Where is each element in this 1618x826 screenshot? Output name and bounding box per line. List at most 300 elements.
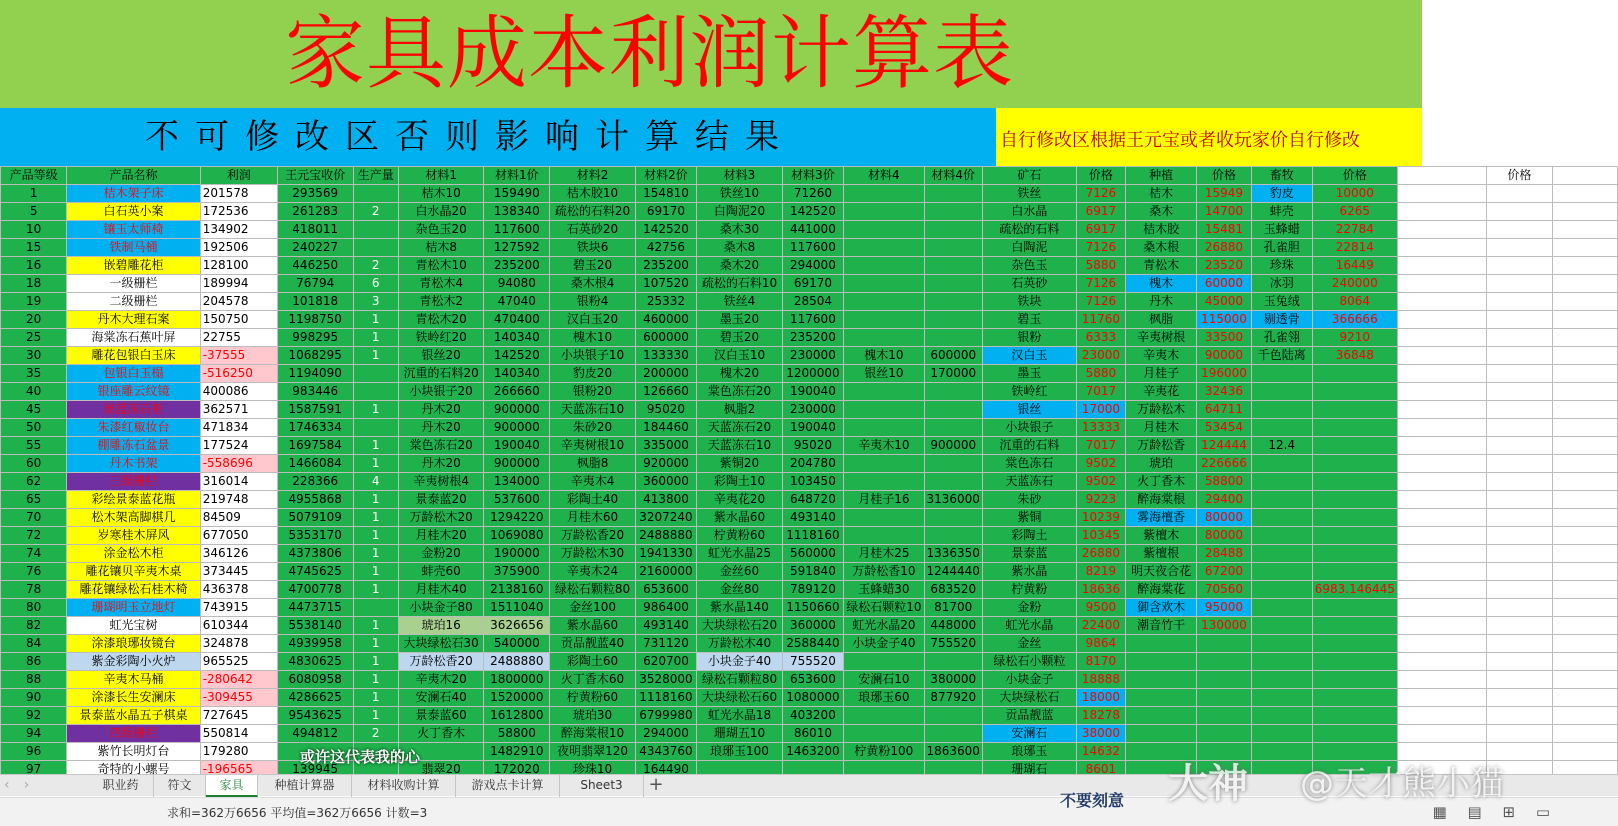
table-cell[interactable]: 珊瑚五10 <box>697 725 782 743</box>
table-cell[interactable]: 94080 <box>484 275 550 293</box>
table-cell[interactable]: 76794 <box>277 275 353 293</box>
table-cell[interactable]: 景泰蓝20 <box>398 491 483 509</box>
table-cell[interactable] <box>1487 455 1552 473</box>
table-cell[interactable]: 900000 <box>484 419 550 437</box>
table-cell[interactable]: 大块绿松石30 <box>398 635 483 653</box>
table-cell[interactable] <box>1487 221 1552 239</box>
table-cell[interactable]: 1482910 <box>484 743 550 761</box>
table-cell[interactable]: 嵌蓝冻石柜 <box>67 401 200 419</box>
table-cell[interactable] <box>1312 725 1397 743</box>
table-cell[interactable] <box>1251 527 1312 545</box>
table-cell[interactable] <box>1552 761 1617 775</box>
table-cell[interactable] <box>844 419 924 437</box>
table-cell[interactable]: 94 <box>1 725 67 743</box>
table-cell[interactable]: 紫铜 <box>982 509 1076 527</box>
table-cell[interactable] <box>1552 527 1617 545</box>
table-cell[interactable]: 58800 <box>484 725 550 743</box>
table-cell[interactable]: 50 <box>1 419 67 437</box>
table-cell[interactable]: 436378 <box>200 581 277 599</box>
table-cell[interactable]: 白陶泥20 <box>697 203 782 221</box>
table-cell[interactable]: 铁丝 <box>982 185 1076 203</box>
table-cell[interactable]: 1 <box>353 311 398 329</box>
table-cell[interactable]: 朱砂 <box>982 491 1076 509</box>
table-cell[interactable]: 1118160 <box>782 527 844 545</box>
table-cell[interactable] <box>1552 347 1617 365</box>
table-cell[interactable] <box>924 473 982 491</box>
table-cell[interactable] <box>1397 689 1486 707</box>
table-cell[interactable]: 虹光水晶25 <box>697 545 782 563</box>
table-cell[interactable]: 124444 <box>1197 437 1252 455</box>
table-cell[interactable]: 9223 <box>1076 491 1125 509</box>
table-cell[interactable]: 天蓝冻石 <box>982 473 1076 491</box>
table-cell[interactable]: 493140 <box>635 617 697 635</box>
table-cell[interactable]: 373445 <box>200 563 277 581</box>
table-cell[interactable]: 5538140 <box>277 617 353 635</box>
table-cell[interactable]: 桑木根4 <box>550 275 635 293</box>
table-cell[interactable]: 12.4 <box>1251 437 1312 455</box>
table-cell[interactable] <box>697 761 782 775</box>
table-cell[interactable] <box>1487 599 1552 617</box>
table-cell[interactable]: 1080000 <box>782 689 844 707</box>
table-cell[interactable] <box>1397 275 1486 293</box>
table-cell[interactable]: 10000 <box>1312 185 1397 203</box>
table-cell[interactable]: 辛夷木 <box>1126 347 1197 365</box>
table-cell[interactable] <box>1487 725 1552 743</box>
table-cell[interactable] <box>924 239 982 257</box>
table-cell[interactable]: 10 <box>1 221 67 239</box>
table-cell[interactable]: 90000 <box>1197 347 1252 365</box>
table-cell[interactable]: 97 <box>1 761 67 775</box>
table-cell[interactable]: 2488880 <box>635 527 697 545</box>
table-cell[interactable] <box>1312 545 1397 563</box>
table-cell[interactable]: 335000 <box>635 437 697 455</box>
table-cell[interactable] <box>1126 635 1197 653</box>
table-cell[interactable] <box>353 365 398 383</box>
table-cell[interactable] <box>924 509 982 527</box>
table-cell[interactable]: 142520 <box>484 347 550 365</box>
table-cell[interactable]: 墨玉 <box>982 365 1076 383</box>
table-cell[interactable]: 金丝80 <box>697 581 782 599</box>
table-cell[interactable] <box>1397 545 1486 563</box>
table-cell[interactable] <box>1397 365 1486 383</box>
table-cell[interactable]: 81700 <box>924 599 982 617</box>
table-cell[interactable]: 1941330 <box>635 545 697 563</box>
table-cell[interactable]: 190040 <box>782 419 844 437</box>
table-cell[interactable]: 4700778 <box>277 581 353 599</box>
table-cell[interactable]: 1 <box>353 689 398 707</box>
table-cell[interactable] <box>844 185 924 203</box>
table-cell[interactable] <box>1197 725 1252 743</box>
table-cell[interactable] <box>1552 707 1617 725</box>
table-cell[interactable]: 107520 <box>635 275 697 293</box>
table-cell[interactable] <box>1487 581 1552 599</box>
table-cell[interactable]: 5 <box>1 203 67 221</box>
table-cell[interactable] <box>1312 509 1397 527</box>
table-cell[interactable]: 128100 <box>200 257 277 275</box>
table-cell[interactable] <box>844 329 924 347</box>
table-cell[interactable]: 8170 <box>1076 653 1125 671</box>
table-cell[interactable] <box>1197 635 1252 653</box>
table-cell[interactable] <box>924 527 982 545</box>
table-cell[interactable]: 117600 <box>484 221 550 239</box>
table-cell[interactable]: 1466084 <box>277 455 353 473</box>
table-cell[interactable]: 69170 <box>635 203 697 221</box>
table-cell[interactable]: 293569 <box>277 185 353 203</box>
table-cell[interactable]: 7126 <box>1076 185 1125 203</box>
table-cell[interactable] <box>924 329 982 347</box>
table-cell[interactable] <box>1487 689 1552 707</box>
table-cell[interactable]: 辛夷花 <box>1126 383 1197 401</box>
table-cell[interactable]: 1 <box>353 347 398 365</box>
table-cell[interactable] <box>1397 599 1486 617</box>
table-cell[interactable]: 小块金子40 <box>697 653 782 671</box>
table-cell[interactable] <box>1552 581 1617 599</box>
table-cell[interactable]: 8601 <box>1076 761 1125 775</box>
table-cell[interactable]: 9543625 <box>277 707 353 725</box>
table-cell[interactable]: 18278 <box>1076 707 1125 725</box>
table-cell[interactable]: 460000 <box>635 311 697 329</box>
table-cell[interactable] <box>844 257 924 275</box>
table-cell[interactable]: 明天夜合花 <box>1126 563 1197 581</box>
table-cell[interactable]: 18000 <box>1076 689 1125 707</box>
table-cell[interactable]: 紫水晶 <box>982 563 1076 581</box>
table-cell[interactable]: 铁块 <box>982 293 1076 311</box>
table-cell[interactable] <box>1487 563 1552 581</box>
table-cell[interactable]: 涂漆长生安澜床 <box>67 689 200 707</box>
table-cell[interactable] <box>782 761 844 775</box>
table-cell[interactable] <box>844 383 924 401</box>
table-cell[interactable]: 白水晶20 <box>398 203 483 221</box>
table-cell[interactable]: 珍珠10 <box>550 761 635 775</box>
table-cell[interactable] <box>1552 473 1617 491</box>
table-cell[interactable]: 杂色玉 <box>982 257 1076 275</box>
table-cell[interactable]: 360000 <box>635 473 697 491</box>
table-cell[interactable]: 2488880 <box>484 653 550 671</box>
table-cell[interactable]: 万龄松木 <box>1126 401 1197 419</box>
table-cell[interactable]: 潮音竹干 <box>1126 617 1197 635</box>
table-cell[interactable]: 1 <box>353 617 398 635</box>
table-cell[interactable]: 139945 <box>277 761 353 775</box>
table-cell[interactable]: 1 <box>353 329 398 347</box>
table-cell[interactable]: 青松木10 <box>398 257 483 275</box>
table-cell[interactable]: 朱漆红椒妆台 <box>67 419 200 437</box>
table-cell[interactable]: 142520 <box>782 203 844 221</box>
table-cell[interactable]: 235200 <box>635 257 697 275</box>
table-cell[interactable]: 755520 <box>782 653 844 671</box>
table-cell[interactable]: 78 <box>1 581 67 599</box>
table-cell[interactable]: 青松木20 <box>398 311 483 329</box>
table-cell[interactable] <box>1251 473 1312 491</box>
table-cell[interactable] <box>1397 671 1486 689</box>
table-cell[interactable]: 豹皮20 <box>550 365 635 383</box>
table-cell[interactable] <box>1487 401 1552 419</box>
table-cell[interactable]: 5079109 <box>277 509 353 527</box>
table-cell[interactable] <box>924 401 982 419</box>
table-cell[interactable]: 小块金子80 <box>398 599 483 617</box>
table-cell[interactable]: 1294220 <box>484 509 550 527</box>
table-cell[interactable]: 65 <box>1 491 67 509</box>
table-cell[interactable]: 杂色玉20 <box>398 221 483 239</box>
table-cell[interactable]: 7017 <box>1076 383 1125 401</box>
table-cell[interactable]: 900000 <box>484 455 550 473</box>
table-cell[interactable]: 240000 <box>1312 275 1397 293</box>
table-cell[interactable]: 桑木8 <box>697 239 782 257</box>
table-cell[interactable]: 2160000 <box>635 563 697 581</box>
table-cell[interactable]: 火丁香木 <box>1126 473 1197 491</box>
column-header[interactable] <box>1552 167 1617 185</box>
column-header[interactable]: 材料1价 <box>484 167 550 185</box>
table-cell[interactable]: 418011 <box>277 221 353 239</box>
table-cell[interactable]: 月桂子 <box>1126 365 1197 383</box>
table-cell[interactable]: 万龄松香20 <box>550 527 635 545</box>
table-cell[interactable]: 翡翠20 <box>398 761 483 775</box>
table-cell[interactable] <box>1312 689 1397 707</box>
table-cell[interactable]: 142520 <box>635 221 697 239</box>
table-cell[interactable] <box>1312 671 1397 689</box>
table-cell[interactable]: 23520 <box>1197 257 1252 275</box>
table-cell[interactable]: 84509 <box>200 509 277 527</box>
table-cell[interactable]: 28488 <box>1197 545 1252 563</box>
table-cell[interactable]: 230000 <box>782 347 844 365</box>
table-cell[interactable]: 小块银子 <box>982 419 1076 437</box>
table-cell[interactable]: 159490 <box>484 185 550 203</box>
table-cell[interactable] <box>924 455 982 473</box>
column-header[interactable]: 材料4价 <box>924 167 982 185</box>
table-cell[interactable]: 雾海檀香 <box>1126 509 1197 527</box>
table-cell[interactable]: 90 <box>1 689 67 707</box>
table-cell[interactable]: 22814 <box>1312 239 1397 257</box>
table-cell[interactable] <box>1251 383 1312 401</box>
table-cell[interactable]: 墨玉20 <box>697 311 782 329</box>
table-cell[interactable]: 5880 <box>1076 257 1125 275</box>
table-cell[interactable]: 铁岭红20 <box>398 329 483 347</box>
table-cell[interactable] <box>353 185 398 203</box>
column-header[interactable]: 价格 <box>1076 167 1125 185</box>
table-cell[interactable]: 枫脂2 <box>697 401 782 419</box>
table-cell[interactable]: 辛夷树根10 <box>550 437 635 455</box>
table-cell[interactable]: 653600 <box>782 671 844 689</box>
table-cell[interactable] <box>1251 491 1312 509</box>
table-cell[interactable]: 9864 <box>1076 635 1125 653</box>
table-cell[interactable]: 986400 <box>635 599 697 617</box>
table-cell[interactable]: 1 <box>353 653 398 671</box>
table-cell[interactable]: 棠色冻石 <box>982 455 1076 473</box>
table-cell[interactable]: 琅琊玉 <box>982 743 1076 761</box>
table-cell[interactable]: 294000 <box>635 725 697 743</box>
table-cell[interactable]: 冰羽 <box>1251 275 1312 293</box>
table-cell[interactable] <box>1552 203 1617 221</box>
table-cell[interactable]: 铁岭红 <box>982 383 1076 401</box>
table-cell[interactable] <box>1126 725 1197 743</box>
table-cell[interactable] <box>1397 329 1486 347</box>
table-cell[interactable]: 190040 <box>484 437 550 455</box>
table-cell[interactable]: 19 <box>1 293 67 311</box>
table-cell[interactable]: 紫金彩陶小火炉 <box>67 653 200 671</box>
table-cell[interactable] <box>1552 509 1617 527</box>
table-cell[interactable]: 45 <box>1 401 67 419</box>
table-cell[interactable]: 金粉 <box>982 599 1076 617</box>
column-header[interactable]: 生产量 <box>353 167 398 185</box>
table-cell[interactable]: 4286625 <box>277 689 353 707</box>
table-cell[interactable] <box>1197 689 1252 707</box>
table-cell[interactable]: 玉蜂蜡 <box>1251 221 1312 239</box>
table-cell[interactable]: 2138160 <box>484 581 550 599</box>
table-cell[interactable]: 789120 <box>782 581 844 599</box>
table-cell[interactable] <box>1397 581 1486 599</box>
table-cell[interactable]: 万龄松香10 <box>844 563 924 581</box>
table-cell[interactable]: 1336350 <box>924 545 982 563</box>
table-cell[interactable] <box>1251 509 1312 527</box>
table-cell[interactable] <box>1397 311 1486 329</box>
table-cell[interactable]: 80000 <box>1197 527 1252 545</box>
table-cell[interactable]: 82 <box>1 617 67 635</box>
table-cell[interactable]: 沉重的石料 <box>982 437 1076 455</box>
table-cell[interactable]: 火丁香木 <box>398 725 483 743</box>
table-cell[interactable]: 彩陶土60 <box>550 653 635 671</box>
table-cell[interactable]: 2 <box>353 257 398 275</box>
table-cell[interactable] <box>1312 365 1397 383</box>
table-cell[interactable]: 11760 <box>1076 311 1125 329</box>
table-cell[interactable] <box>1397 437 1486 455</box>
table-cell[interactable]: 一级栅栏 <box>67 275 200 293</box>
table-cell[interactable]: 25 <box>1 329 67 347</box>
table-cell[interactable]: 22400 <box>1076 617 1125 635</box>
table-cell[interactable]: 疏松的石料20 <box>550 203 635 221</box>
table-cell[interactable]: 蚌壳60 <box>398 563 483 581</box>
table-cell[interactable]: 蚌壳 <box>1251 203 1312 221</box>
table-cell[interactable]: 银粉 <box>982 329 1076 347</box>
table-cell[interactable]: 70560 <box>1197 581 1252 599</box>
table-cell[interactable]: 134902 <box>200 221 277 239</box>
table-cell[interactable] <box>1251 563 1312 581</box>
table-cell[interactable]: 446250 <box>277 257 353 275</box>
table-cell[interactable]: 白陶泥 <box>982 239 1076 257</box>
table-cell[interactable] <box>1552 635 1617 653</box>
table-cell[interactable]: 88 <box>1 671 67 689</box>
table-cell[interactable]: 400086 <box>200 383 277 401</box>
table-cell[interactable]: 76 <box>1 563 67 581</box>
table-cell[interactable]: 景泰蓝 <box>982 545 1076 563</box>
table-cell[interactable]: 133330 <box>635 347 697 365</box>
table-cell[interactable]: 铁丝4 <box>697 293 782 311</box>
table-cell[interactable]: 青松木4 <box>398 275 483 293</box>
table-cell[interactable]: 550814 <box>200 725 277 743</box>
column-header[interactable]: 产品等级 <box>1 167 67 185</box>
table-cell[interactable]: 4955868 <box>277 491 353 509</box>
table-cell[interactable]: 877920 <box>924 689 982 707</box>
table-cell[interactable]: 346126 <box>200 545 277 563</box>
table-cell[interactable]: 1068295 <box>277 347 353 365</box>
table-cell[interactable]: 琅琊玉100 <box>697 743 782 761</box>
table-cell[interactable]: 火丁香木60 <box>550 671 635 689</box>
table-cell[interactable] <box>1312 491 1397 509</box>
table-cell[interactable] <box>1251 599 1312 617</box>
table-cell[interactable]: 1 <box>353 563 398 581</box>
table-cell[interactable]: 紫水晶140 <box>697 599 782 617</box>
table-cell[interactable]: 万龄松木30 <box>550 545 635 563</box>
table-cell[interactable]: 月桂木60 <box>550 509 635 527</box>
table-cell[interactable]: 琥珀30 <box>550 707 635 725</box>
table-cell[interactable]: 大块绿松石60 <box>697 689 782 707</box>
table-cell[interactable]: 648720 <box>782 491 844 509</box>
table-cell[interactable]: 189994 <box>200 275 277 293</box>
table-cell[interactable]: 四级栅栏 <box>67 725 200 743</box>
table-cell[interactable] <box>1552 455 1617 473</box>
table-cell[interactable]: 600000 <box>635 329 697 347</box>
table-cell[interactable]: 6 <box>353 275 398 293</box>
table-cell[interactable] <box>1397 653 1486 671</box>
table-cell[interactable] <box>1397 617 1486 635</box>
table-cell[interactable] <box>1397 707 1486 725</box>
table-cell[interactable]: 560000 <box>782 545 844 563</box>
table-cell[interactable]: 贡品靓蓝 <box>982 707 1076 725</box>
table-cell[interactable]: 银丝 <box>982 401 1076 419</box>
table-cell[interactable]: 丹木书架 <box>67 455 200 473</box>
table-cell[interactable] <box>353 383 398 401</box>
table-cell[interactable] <box>1487 293 1552 311</box>
table-cell[interactable]: 万龄松香20 <box>398 653 483 671</box>
table-cell[interactable] <box>844 401 924 419</box>
table-cell[interactable]: 青松木2 <box>398 293 483 311</box>
table-cell[interactable]: 219748 <box>200 491 277 509</box>
table-cell[interactable] <box>1251 725 1312 743</box>
table-cell[interactable] <box>1251 581 1312 599</box>
table-cell[interactable] <box>1312 563 1397 581</box>
table-cell[interactable]: 紫檀根 <box>1126 545 1197 563</box>
column-header[interactable]: 畜牧 <box>1251 167 1312 185</box>
table-cell[interactable]: 294000 <box>782 257 844 275</box>
table-cell[interactable]: 小块金子40 <box>844 635 924 653</box>
table-cell[interactable] <box>844 311 924 329</box>
table-cell[interactable]: 小块金子 <box>982 671 1076 689</box>
table-cell[interactable]: 枫脂8 <box>550 455 635 473</box>
table-cell[interactable] <box>1552 743 1617 761</box>
table-cell[interactable] <box>1487 419 1552 437</box>
table-cell[interactable] <box>1552 257 1617 275</box>
table-cell[interactable]: 桑木20 <box>697 257 782 275</box>
table-cell[interactable]: 55 <box>1 437 67 455</box>
table-cell[interactable] <box>1312 599 1397 617</box>
table-cell[interactable]: 375900 <box>484 563 550 581</box>
table-cell[interactable]: 6983.146445 <box>1312 581 1397 599</box>
table-cell[interactable]: 汉白玉20 <box>550 311 635 329</box>
table-cell[interactable]: 景泰蓝60 <box>398 707 483 725</box>
table-cell[interactable]: 4830625 <box>277 653 353 671</box>
table-cell[interactable]: 桔木胶10 <box>550 185 635 203</box>
table-cell[interactable] <box>924 761 982 775</box>
table-cell[interactable] <box>1552 653 1617 671</box>
table-cell[interactable]: 14632 <box>1076 743 1125 761</box>
table-cell[interactable]: 10239 <box>1076 509 1125 527</box>
table-cell[interactable]: 58800 <box>1197 473 1252 491</box>
table-cell[interactable]: 辛夷树根4 <box>398 473 483 491</box>
table-cell[interactable]: 辛夷木马桶 <box>67 671 200 689</box>
table-cell[interactable]: 夜明翡翠120 <box>550 743 635 761</box>
table-cell[interactable]: 7126 <box>1076 239 1125 257</box>
table-cell[interactable]: 127592 <box>484 239 550 257</box>
table-cell[interactable] <box>1552 365 1617 383</box>
table-cell[interactable]: 755520 <box>924 635 982 653</box>
table-cell[interactable]: 柠黄粉100 <box>844 743 924 761</box>
table-cell[interactable]: 130000 <box>1197 617 1252 635</box>
table-cell[interactable]: 20 <box>1 311 67 329</box>
table-cell[interactable] <box>1487 239 1552 257</box>
table-cell[interactable]: 辛夷花20 <box>697 491 782 509</box>
table-cell[interactable] <box>1397 455 1486 473</box>
table-cell[interactable] <box>1552 419 1617 437</box>
table-cell[interactable]: 三级栅栏 <box>67 473 200 491</box>
table-cell[interactable]: 7126 <box>1076 293 1125 311</box>
